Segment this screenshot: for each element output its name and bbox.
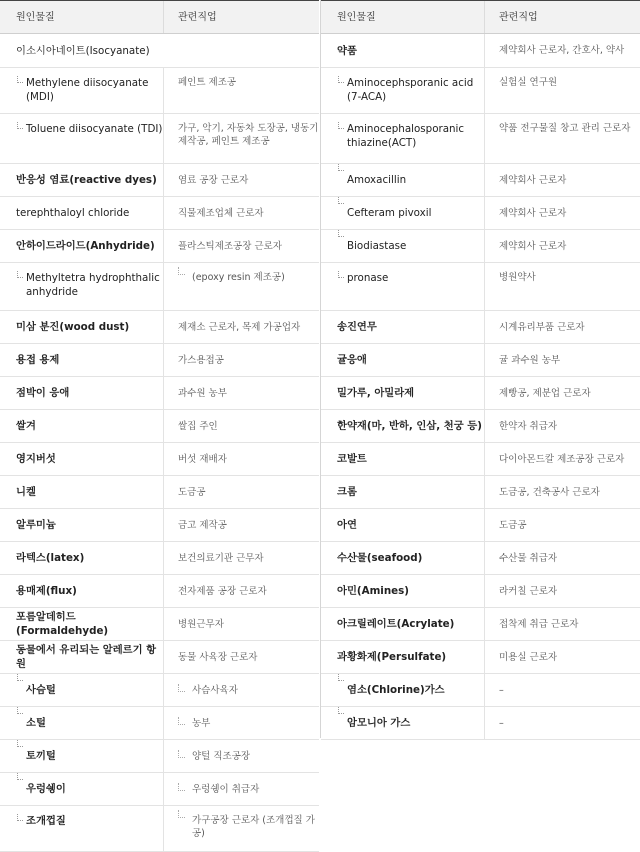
occupation-text: 도금공	[178, 486, 206, 498]
sub-item-marker-icon	[338, 164, 344, 171]
occupation-cell	[164, 674, 319, 706]
substance-cell	[0, 674, 164, 706]
occupation-text: 동물 사육장 근로자	[178, 651, 258, 663]
table-row	[321, 575, 640, 608]
table-row	[321, 608, 640, 641]
occupation-cell	[164, 344, 319, 376]
table-row	[0, 542, 319, 575]
occupation-cell	[485, 608, 640, 640]
occupation-text: 우렁쉥이 취급자	[192, 783, 260, 795]
table-row	[321, 68, 640, 114]
occupation-text: 시계유리부품 근로자	[499, 321, 585, 333]
header-occupation: 관련직업	[499, 12, 538, 23]
table-row	[0, 311, 319, 344]
table-row	[0, 197, 319, 230]
table-row	[321, 410, 640, 443]
occupation-text: 한약자 취급자	[499, 420, 558, 432]
occupation-text: 도금공	[499, 519, 527, 531]
substance-text: terephthaloyl chloride	[16, 207, 130, 219]
substance-cell	[321, 575, 485, 607]
substance-cell	[321, 114, 485, 163]
occupation-cell	[164, 740, 319, 772]
table-row	[321, 34, 640, 68]
table-row	[321, 263, 640, 311]
occupation-text: 버섯 재배자	[178, 453, 227, 465]
occupation-text: 사슴사육자	[192, 684, 238, 696]
header-substance: 원인물질	[16, 12, 55, 23]
occupation-cell	[164, 311, 319, 343]
substance-text: 용매제(flux)	[16, 585, 77, 597]
substance-cell	[0, 377, 164, 409]
occupation-text: 농부	[192, 717, 211, 729]
substance-text: 아크릴레이트(Acrylate)	[337, 618, 455, 630]
occupation-cell	[164, 806, 319, 851]
occupation-cell	[485, 641, 640, 673]
substance-text: 동물에서 유리되는 알레르기 항원	[16, 644, 157, 670]
substance-cell	[0, 476, 164, 508]
sub-item-marker-icon	[178, 267, 185, 275]
sub-item-marker-icon	[178, 783, 185, 791]
occupation-text: 제빵공, 제분업 근로자	[499, 387, 591, 399]
occupation-cell	[485, 476, 640, 508]
table-row	[0, 476, 319, 509]
substance-cell	[321, 641, 485, 673]
occupation-cell	[164, 773, 319, 805]
substance-text: 라텍스(latex)	[16, 552, 85, 564]
substance-cell	[0, 740, 164, 772]
table-row	[0, 377, 319, 410]
table-row	[321, 476, 640, 509]
occupation-text: –	[499, 717, 504, 729]
occupation-text: 제약회사 근로자	[499, 240, 567, 252]
substance-cell	[0, 773, 164, 805]
occupation-cell	[485, 542, 640, 574]
table-row	[0, 740, 319, 773]
occupation-cell	[485, 34, 640, 67]
table-row	[0, 34, 319, 68]
table-row	[0, 344, 319, 377]
occupation-cell	[485, 263, 640, 310]
substance-text: Methyltetra hydrophthalic anhydride	[26, 272, 160, 298]
occupation-text: 병원근무자	[178, 618, 224, 630]
substance-cell	[0, 197, 164, 229]
substance-cell	[0, 68, 164, 113]
table-row	[0, 443, 319, 476]
substance-text: Aminocephalosporanic thiazine(ACT)	[347, 123, 465, 149]
table-header	[0, 0, 319, 34]
sub-item-marker-icon	[17, 707, 23, 714]
sub-item-marker-icon	[178, 750, 185, 758]
substance-text: 우렁쉥이	[26, 783, 66, 795]
occupation-text: 가스용접공	[178, 354, 224, 366]
substance-text: 염소(Chlorine)가스	[347, 684, 445, 696]
occupation-text: 약품 전구물질 창고 관리 근로자	[499, 123, 631, 134]
occupation-cell	[164, 509, 319, 541]
header-substance: 원인물질	[337, 12, 376, 23]
table-row	[321, 707, 640, 740]
substance-text: 안하이드라이드(Anhydride)	[16, 240, 155, 252]
substance-text: 과황화제(Persulfate)	[337, 651, 447, 663]
table-body-left	[0, 34, 319, 852]
occupation-text: 라커칠 근로자	[499, 585, 558, 597]
sub-item-marker-icon	[17, 122, 23, 129]
table-header	[321, 0, 640, 34]
table-row	[0, 509, 319, 542]
substance-cell	[0, 641, 164, 673]
substance-text: 한약재(마, 반하, 인삼, 천궁 등)	[337, 420, 482, 432]
table-row	[321, 509, 640, 542]
occupation-text: –	[499, 684, 504, 696]
substance-text: Toluene diisocyanate (TDI)	[26, 123, 163, 135]
occupation-cell	[485, 164, 640, 196]
substance-text: 사슴털	[26, 684, 56, 696]
substance-cell	[321, 263, 485, 310]
table-row	[321, 377, 640, 410]
substance-text: 송진연무	[337, 321, 377, 333]
table-row	[0, 114, 319, 164]
occupation-cell	[164, 230, 319, 262]
substance-cell	[0, 542, 164, 574]
occupation-text: 실험실 연구원	[499, 77, 558, 88]
substance-text: 소털	[26, 717, 46, 729]
occupation-cell	[485, 575, 640, 607]
occupation-cell	[485, 344, 640, 376]
substance-cell	[0, 164, 164, 196]
sub-item-marker-icon	[178, 717, 185, 725]
table-row	[0, 641, 319, 674]
occupation-cell	[164, 410, 319, 442]
substance-text: 밀가루, 아밀라제	[337, 387, 415, 399]
occupation-cell	[164, 263, 319, 310]
table-row	[321, 197, 640, 230]
occupation-cell	[485, 311, 640, 343]
substance-cell	[0, 311, 164, 343]
occupation-cell	[164, 443, 319, 475]
substance-cell	[321, 476, 485, 508]
substance-text: 크롬	[337, 486, 357, 498]
occupation-cell	[485, 114, 640, 163]
substance-cell	[0, 575, 164, 607]
occupation-text: 과수원 농부	[178, 387, 227, 399]
substance-cell	[321, 410, 485, 442]
substance-cell	[0, 230, 164, 262]
substance-text: 이소시아네이트(Isocyanate)	[16, 44, 150, 57]
table-right	[320, 0, 640, 738]
occupation-text: 가구공장 근로자 (조개껍질 가공)	[192, 815, 315, 839]
substance-cell	[0, 806, 164, 851]
substance-text: 암모니아 가스	[347, 717, 411, 729]
substance-text: 영지버섯	[16, 453, 56, 465]
occupation-text: 제약회사 근로자, 간호사, 약사	[499, 45, 625, 56]
occupation-cell	[485, 707, 640, 739]
occupation-cell	[164, 164, 319, 196]
header-occupation: 관련직업	[178, 12, 217, 23]
substance-text: Cefteram pivoxil	[347, 207, 432, 219]
sub-item-marker-icon	[338, 271, 344, 278]
table-row	[0, 608, 319, 641]
substance-text: 점박이 응애	[16, 387, 70, 399]
table-row	[0, 773, 319, 806]
table-row	[321, 641, 640, 674]
substance-cell	[321, 230, 485, 262]
substance-text: Amoxacillin	[347, 174, 407, 186]
substance-cell	[0, 509, 164, 541]
sub-item-marker-icon	[338, 122, 344, 129]
substance-text: Aminocephsporanic acid (7-ACA)	[347, 77, 474, 103]
sub-item-marker-icon	[17, 271, 23, 278]
sub-item-marker-icon	[178, 684, 185, 692]
substance-text: 코발트	[337, 453, 367, 465]
occupation-text: 양털 직조공장	[192, 750, 251, 762]
occupation-cell	[485, 410, 640, 442]
table-row	[321, 344, 640, 377]
table-row	[321, 674, 640, 707]
table-row	[0, 164, 319, 197]
substance-cell	[0, 34, 164, 67]
sub-item-marker-icon	[17, 773, 23, 780]
occupation-cell	[164, 575, 319, 607]
substance-cell	[321, 707, 485, 739]
substance-cell	[0, 410, 164, 442]
sub-item-marker-icon	[17, 814, 23, 821]
occupation-text: 염료 공장 근로자	[178, 174, 249, 186]
substance-cell	[0, 263, 164, 310]
table-row	[0, 806, 319, 852]
table-left	[0, 0, 319, 852]
occupation-text: 금고 제작공	[178, 519, 227, 531]
occupation-text: 쌀집 주인	[178, 420, 218, 432]
table-row	[0, 707, 319, 740]
substance-cell	[321, 34, 485, 67]
substance-cell	[0, 608, 164, 640]
table-row	[0, 263, 319, 311]
substance-cell	[0, 344, 164, 376]
table-row	[0, 230, 319, 263]
substance-cell	[321, 197, 485, 229]
occupation-cell	[164, 114, 319, 163]
substance-text: 아민(Amines)	[337, 585, 409, 597]
substance-text: pronase	[347, 272, 389, 284]
occupation-cell	[485, 377, 640, 409]
substance-text: 용접 용제	[16, 354, 60, 366]
table-row	[321, 164, 640, 197]
occupation-text: 전자제품 공장 근로자	[178, 585, 267, 597]
substance-text: Methylene diisocyanate (MDI)	[26, 77, 149, 103]
substance-text: 쌀겨	[16, 420, 36, 432]
substance-cell	[321, 311, 485, 343]
occupation-cell	[485, 674, 640, 706]
sub-item-marker-icon	[17, 76, 23, 83]
substance-cell	[321, 164, 485, 196]
table-row	[321, 114, 640, 164]
substance-cell	[321, 608, 485, 640]
substance-cell	[321, 344, 485, 376]
occupation-text: (epoxy resin 제조공)	[192, 272, 285, 283]
sub-item-marker-icon	[17, 674, 23, 681]
occupation-cell	[485, 68, 640, 113]
occupation-text: 접착제 취급 근로자	[499, 618, 579, 630]
occupation-text: 직물제조업체 근로자	[178, 207, 264, 219]
sub-item-marker-icon	[338, 674, 344, 681]
substance-text: 포름알데히드(Formaldehyde)	[16, 611, 109, 637]
occupation-text: 제약회사 근로자	[499, 207, 567, 219]
occupation-cell	[164, 377, 319, 409]
sub-item-marker-icon	[178, 810, 185, 818]
occupation-cell	[485, 230, 640, 262]
occupation-cell	[164, 707, 319, 739]
occupation-text: 도금공, 건축공사 근로자	[499, 486, 600, 498]
table-row	[0, 674, 319, 707]
occupation-text: 수산물 취급자	[499, 552, 558, 564]
sub-item-marker-icon	[17, 740, 23, 747]
substance-cell	[321, 68, 485, 113]
occupation-cell	[485, 443, 640, 475]
substance-text: 반응성 염료(reactive dyes)	[16, 174, 157, 186]
sub-item-marker-icon	[338, 230, 344, 237]
substance-text: 약품	[337, 44, 357, 57]
occupation-cell	[164, 608, 319, 640]
occupation-text: 미용실 근로자	[499, 651, 558, 663]
substance-text: 토끼털	[26, 750, 56, 762]
occupation-cell	[164, 197, 319, 229]
substance-cell	[321, 443, 485, 475]
substance-text: 귤응애	[337, 354, 367, 366]
sub-item-marker-icon	[338, 707, 344, 714]
table-row	[321, 542, 640, 575]
table-row	[321, 311, 640, 344]
substance-text: 수산물(seafood)	[337, 552, 423, 564]
occupation-cell	[164, 641, 319, 673]
occupation-text: 병원약사	[499, 272, 536, 283]
substance-text: 니켈	[16, 486, 36, 498]
occupation-text: 다이아몬드칼 제조공장 근로자	[499, 453, 625, 465]
occupation-text: 플라스틱제조공장 근로자	[178, 240, 282, 252]
occupation-cell	[164, 542, 319, 574]
occupation-cell	[164, 34, 319, 67]
table-body-right	[321, 34, 640, 740]
table-row	[0, 410, 319, 443]
table-row	[321, 230, 640, 263]
table-row	[0, 68, 319, 114]
occupation-text: 가구, 악기, 자동차 도장공, 냉동기 제작공, 페인트 제조공	[178, 123, 319, 147]
sub-item-marker-icon	[338, 76, 344, 83]
occupation-cell	[485, 197, 640, 229]
substance-cell	[0, 707, 164, 739]
occupation-cell	[164, 476, 319, 508]
substance-cell	[0, 443, 164, 475]
occupation-cell	[164, 68, 319, 113]
occupation-text: 보건의료기관 근무자	[178, 552, 264, 564]
substance-text: 조개껍질	[26, 815, 66, 827]
occupation-text: 귤 과수원 농부	[499, 354, 561, 366]
table-row	[321, 443, 640, 476]
substance-cell	[321, 509, 485, 541]
substance-cell	[321, 377, 485, 409]
substance-cell	[321, 542, 485, 574]
substance-cell	[321, 674, 485, 706]
table-row	[0, 575, 319, 608]
substance-cell	[0, 114, 164, 163]
substance-text: Biodiastase	[347, 240, 407, 252]
occupation-text: 제약회사 근로자	[499, 174, 567, 186]
occupation-cell	[485, 509, 640, 541]
substance-text: 미삼 분진(wood dust)	[16, 321, 130, 333]
substance-text: 알루미늄	[16, 519, 56, 531]
substance-text: 아연	[337, 519, 357, 531]
occupation-text: 제재소 근로자, 목제 가공업자	[178, 321, 301, 333]
sub-item-marker-icon	[338, 197, 344, 204]
occupation-text: 페인트 제조공	[178, 77, 237, 88]
